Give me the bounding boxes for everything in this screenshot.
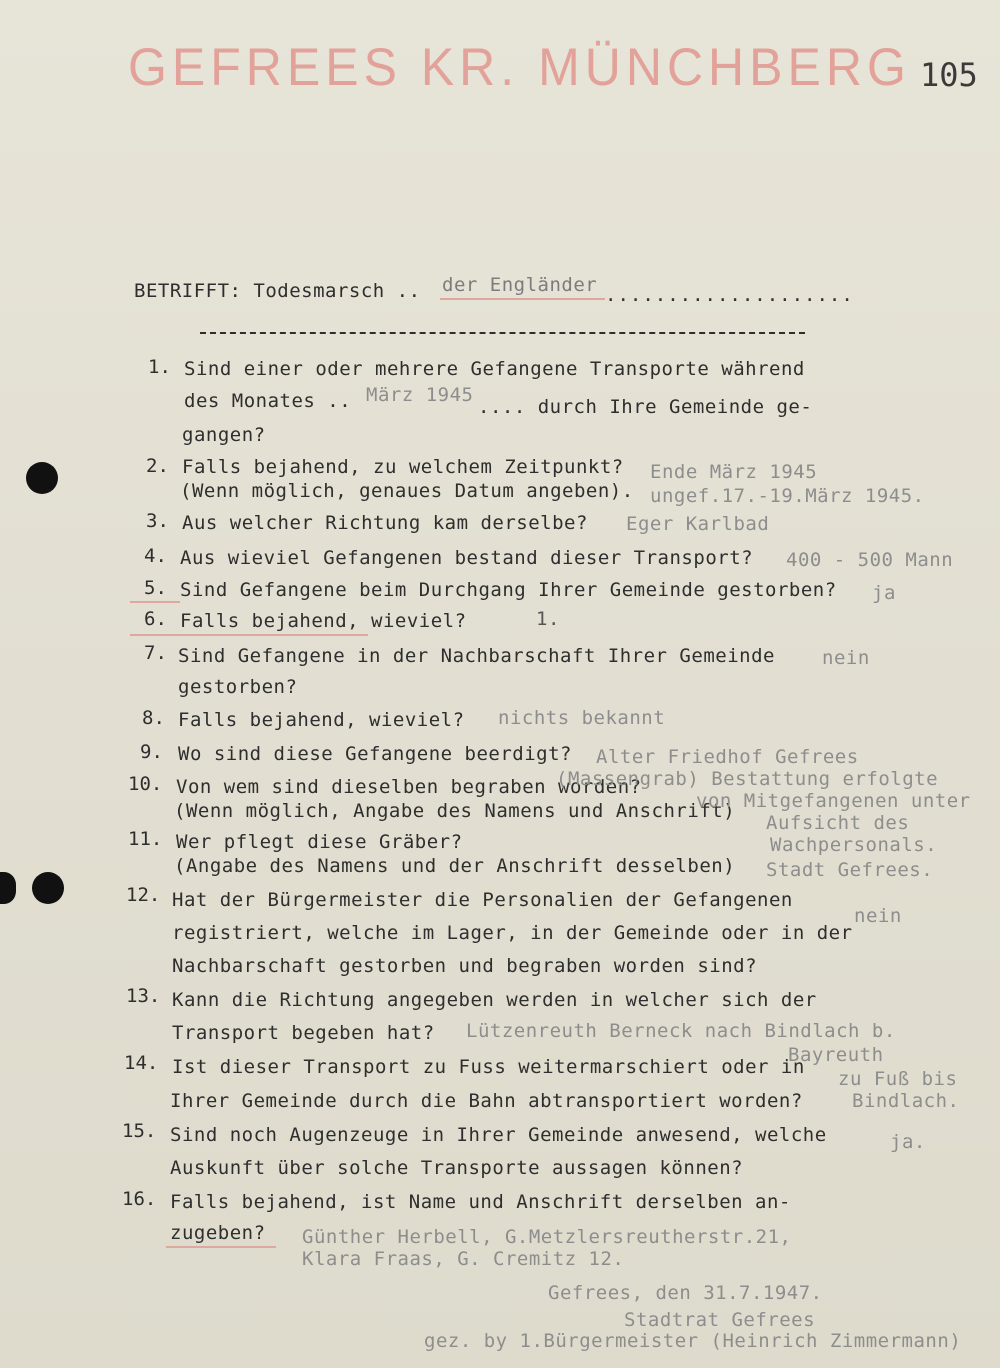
question-text: Wo sind diese Gefangene beerdigt? [178, 743, 572, 765]
answer-text: Bayreuth [788, 1044, 884, 1066]
answer-text: März 1945 [366, 384, 474, 406]
question-number: 6. [144, 608, 167, 630]
answer-text: Eger Karlbad [626, 513, 770, 535]
question-number: 15. [122, 1120, 157, 1142]
answer-text: Lützenreuth Berneck nach Bindlach b. [466, 1020, 896, 1042]
question-number: 16. [122, 1188, 157, 1210]
question-text: Auskunft über solche Transporte aussagen können? [170, 1157, 744, 1179]
signature-name: gez. by 1.Bürgermeister (Heinrich Zimmermann) [424, 1330, 962, 1352]
answer-text: Wachpersonals. [770, 834, 938, 856]
question-text: Von wem sind dieselben begraben worden? [176, 776, 642, 798]
question-text: Hat der Bürgermeister die Personalien der Gefangenen [172, 889, 793, 911]
question-number: 4. [144, 545, 167, 567]
subject-value: der Engländer [442, 274, 598, 296]
question-text: registriert, welche im Lager, in der Gemeinde oder in der [172, 922, 853, 944]
question-text: Aus wieviel Gefangenen bestand dieser Transport? [180, 547, 754, 569]
answer-text: nichts bekannt [498, 707, 666, 729]
question-text: des Monates .. [184, 390, 352, 412]
question-text: Wer pflegt diese Gräber? [176, 831, 463, 853]
question-number: 1. [148, 356, 171, 378]
answer-text: Alter Friedhof Gefrees [596, 746, 859, 768]
question-number: 10. [128, 773, 163, 795]
answer-text: Bindlach. [852, 1090, 960, 1112]
question-text: (Wenn möglich, Angabe des Namens und Anschrift) [174, 800, 736, 822]
question-text: gestorben? [178, 676, 298, 698]
question-number: 8. [142, 707, 165, 729]
subject-trailing-dots: .................... [605, 284, 854, 306]
answer-text: (Massengrab) Bestattung erfolgte [556, 768, 939, 790]
punch-hole-bottom [32, 872, 64, 904]
answer-text: ja. [890, 1131, 926, 1153]
answer-text: 400 - 500 Mann [786, 549, 954, 571]
question-number: 7. [144, 642, 167, 664]
q16-underline [166, 1246, 276, 1248]
answer-text: Klara Fraas, G. Cremitz 12. [302, 1248, 625, 1270]
question-text: Falls bejahend, ist Name und Anschrift derselben an- [170, 1191, 791, 1213]
divider-rule [200, 332, 805, 334]
question-text: Sind einer oder mehrere Gefangene Transporte während [184, 358, 805, 380]
question-text: Aus welcher Richtung kam derselbe? [182, 512, 588, 534]
question-text: Ist dieser Transport zu Fuss weitermarschiert oder in [172, 1056, 805, 1078]
question-number: 14. [124, 1052, 159, 1074]
question-text: gangen? [182, 424, 266, 446]
question-text: .... durch Ihre Gemeinde ge- [478, 396, 813, 418]
question-number: 5. [144, 577, 167, 599]
answer-text: Günther Herbell, G.Metzlersreutherstr.21, [302, 1226, 792, 1248]
question-number: 12. [126, 884, 161, 906]
question-number: 11. [128, 828, 163, 850]
answer-text: ungef.17.-19.März 1945. [650, 485, 925, 507]
answer-text: zu Fuß bis [838, 1068, 958, 1090]
question-text: (Angabe des Namens und der Anschrift desselben) [174, 855, 736, 877]
question-text: Falls bejahend, wieviel? [178, 709, 465, 731]
question-text: Transport begeben hat? [172, 1022, 435, 1044]
question-number: 3. [146, 510, 169, 532]
q6-underline [130, 634, 368, 636]
question-text: (Wenn möglich, genaues Datum angeben). [180, 480, 634, 502]
page-number: 105 [920, 56, 978, 94]
q5-underline [130, 601, 180, 603]
answer-text: nein [822, 647, 870, 669]
answer-text: Ende März 1945 [650, 461, 818, 483]
question-text: Sind Gefangene in der Nachbarschaft Ihrer Gemeinde [178, 645, 775, 667]
question-text: Nachbarschaft gestorben und begraben worden sind? [172, 955, 758, 977]
question-number: 13. [126, 985, 161, 1007]
signature-date: Gefrees, den 31.7.1947. [548, 1282, 823, 1304]
answer-text: Stadt Gefrees. [766, 859, 934, 881]
subject-label: BETRIFFT: Todesmarsch .. [134, 280, 421, 302]
answer-text: nein [854, 905, 902, 927]
question-text: Sind Gefangene beim Durchgang Ihrer Gemeinde gestorben? [180, 579, 837, 601]
subject-underline [440, 298, 605, 300]
question-text: zugeben? [170, 1222, 266, 1244]
question-text: Sind noch Augenzeuge in Ihrer Gemeinde anwesend, welche [170, 1124, 827, 1146]
question-text: Falls bejahend, wieviel? [180, 610, 467, 632]
answer-text: 1. [536, 608, 560, 630]
signature-office: Stadtrat Gefrees [624, 1309, 816, 1331]
question-number: 2. [146, 455, 169, 477]
question-text: Ihrer Gemeinde durch die Bahn abtransportiert worden? [170, 1090, 803, 1112]
place-heading: GEFREES KR. MÜNCHBERG [128, 37, 911, 97]
answer-text: Aufsicht des [766, 812, 910, 834]
punch-hole-top [26, 462, 58, 494]
question-number: 9. [140, 741, 163, 763]
answer-text: ja [872, 582, 896, 604]
question-text: Kann die Richtung angegeben werden in welcher sich der [172, 989, 817, 1011]
punch-hole-edge [0, 872, 16, 904]
answer-text: von Mitgefangenen unter [696, 790, 971, 812]
question-text: Falls bejahend, zu welchem Zeitpunkt? [182, 456, 624, 478]
